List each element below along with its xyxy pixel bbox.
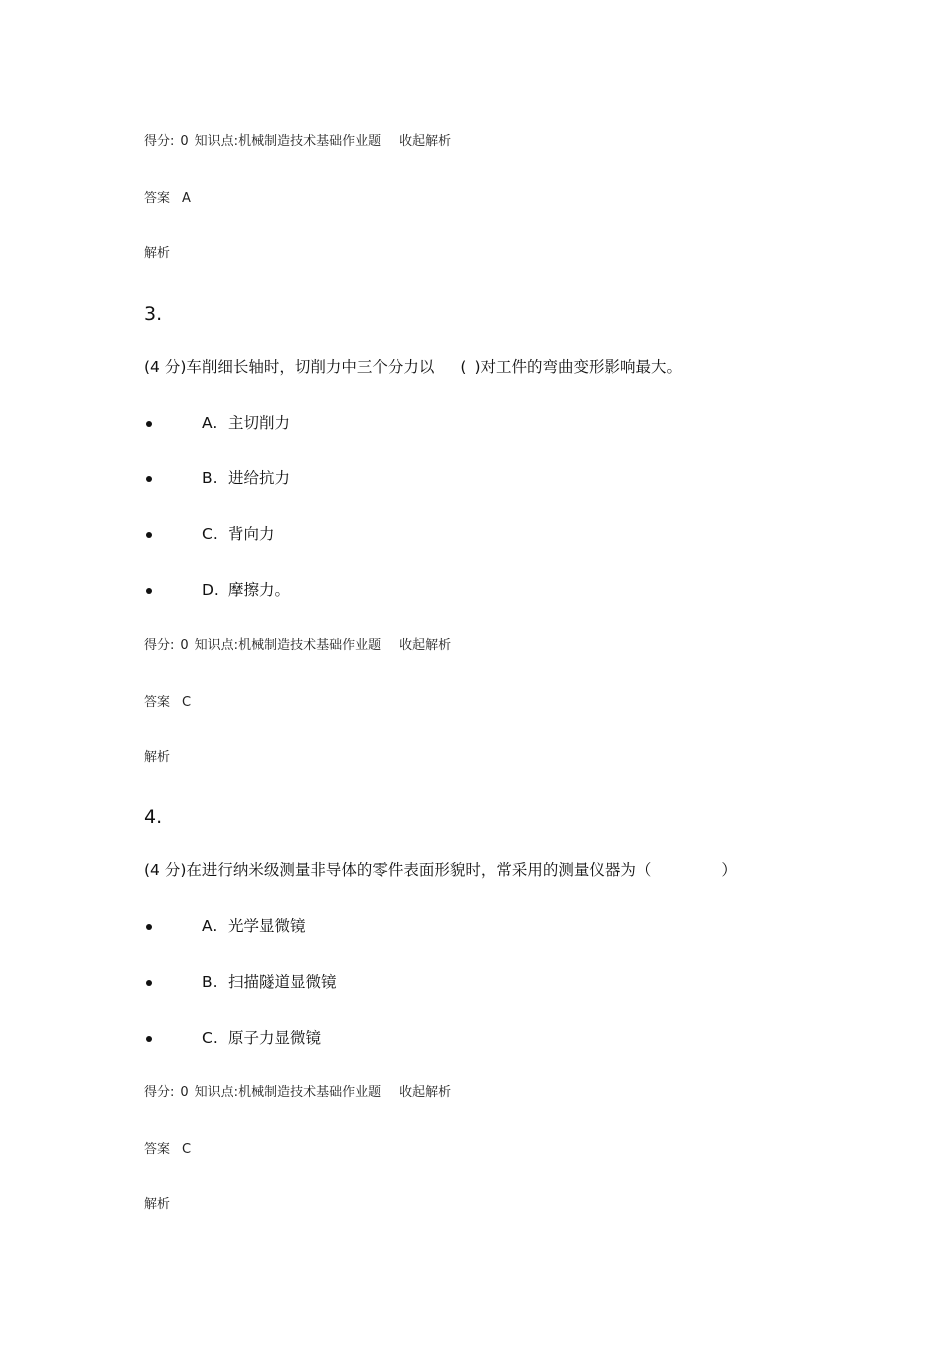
collapse-analysis-link[interactable]: 收起解析 — [399, 638, 452, 653]
answer-label: 答案 — [144, 1142, 171, 1157]
question-paren-close: ) — [474, 358, 481, 376]
answer-value: A — [182, 191, 191, 206]
question-stem-after: 对工件的弯曲变形影响最大。 — [480, 358, 683, 376]
score-label: 得分: — [144, 1085, 175, 1100]
option-letter: C. — [202, 1029, 218, 1047]
bullet-icon — [146, 1036, 152, 1042]
knowledge-label: 知识点: — [194, 134, 239, 149]
answer-value: C — [182, 1142, 192, 1157]
knowledge-label: 知识点: — [194, 1085, 239, 1100]
answer-label: 答案 — [144, 191, 171, 206]
bullet-icon — [146, 980, 152, 986]
bullet-icon — [146, 588, 152, 594]
bullet-icon — [146, 532, 152, 538]
bullet-icon — [146, 421, 152, 427]
option-text: 原子力显微镜 — [228, 1029, 322, 1047]
question-points: (4 分) — [144, 358, 187, 376]
score-value: 0 — [180, 134, 189, 149]
knowledge-value: 机械制造技术基础作业题 — [238, 134, 382, 149]
score-knowledge-row — [144, 135, 451, 148]
option-text: 摩擦力。 — [228, 581, 291, 599]
answer-row — [144, 1143, 191, 1156]
question-number: 3. — [144, 303, 163, 325]
score-label: 得分: — [144, 638, 175, 653]
score-knowledge-row — [144, 1086, 451, 1099]
score-label: 得分: — [144, 134, 175, 149]
option-text: 扫描隧道显微镜 — [228, 973, 337, 991]
option-text: 进给抗力 — [228, 469, 291, 487]
option-letter: A. — [202, 414, 218, 432]
option-letter: B. — [202, 469, 218, 487]
answer-row — [144, 192, 191, 205]
knowledge-value: 机械制造技术基础作业题 — [238, 1085, 382, 1100]
question-number: 4. — [144, 806, 163, 828]
question-paren-open: ( — [460, 358, 467, 376]
score-value: 0 — [180, 638, 189, 653]
question-text — [144, 360, 682, 376]
question-stem-before: 在进行纳米级测量非导体的零件表面形貌时，常采用的测量仪器为（ — [186, 861, 652, 879]
question-paren-close: ） — [721, 861, 737, 879]
analysis-label: 解析 — [144, 750, 171, 765]
option-text: 光学显微镜 — [228, 917, 306, 935]
knowledge-value: 机械制造技术基础作业题 — [238, 638, 382, 653]
option-text: 背向力 — [228, 525, 275, 543]
collapse-analysis-link[interactable]: 收起解析 — [399, 134, 452, 149]
analysis-label: 解析 — [144, 246, 171, 261]
answer-value: C — [182, 695, 192, 710]
knowledge-label: 知识点: — [194, 638, 239, 653]
option-text: 主切削力 — [228, 414, 291, 432]
option-letter: A. — [202, 917, 218, 935]
question-stem-before: 车削细长轴时，切削力中三个分力以 — [186, 358, 435, 376]
collapse-analysis-link[interactable]: 收起解析 — [399, 1085, 452, 1100]
option-letter: B. — [202, 973, 218, 991]
answer-row — [144, 696, 191, 709]
question-points: (4 分) — [144, 861, 187, 879]
analysis-label: 解析 — [144, 1197, 171, 1212]
option-letter: C. — [202, 525, 218, 543]
bullet-icon — [146, 924, 152, 930]
question-text — [144, 863, 737, 879]
score-value: 0 — [180, 1085, 189, 1100]
score-knowledge-row — [144, 639, 451, 652]
option-letter: D. — [202, 581, 219, 599]
answer-label: 答案 — [144, 695, 171, 710]
bullet-icon — [146, 476, 152, 482]
